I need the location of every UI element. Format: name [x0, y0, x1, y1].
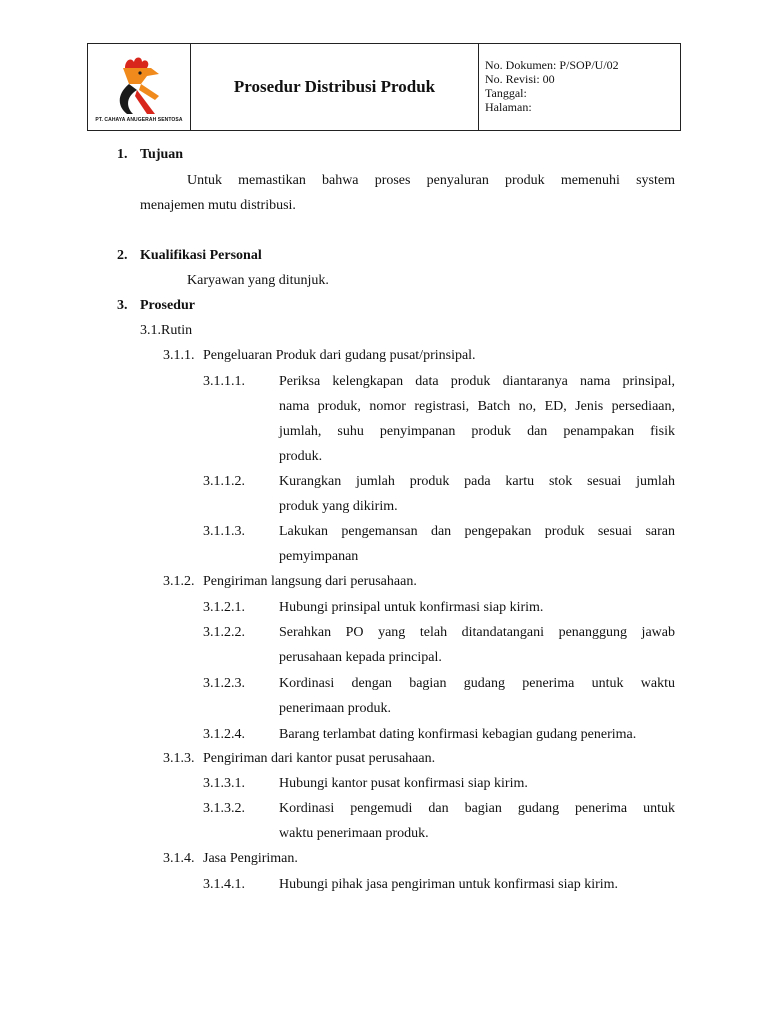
item-3-1-2-title: Pengiriman langsung dari perusahaan.: [203, 574, 417, 589]
step-number: 3.1.3.2.: [203, 801, 245, 816]
section-3-title: Prosedur: [140, 298, 195, 313]
step-text: Kordinasi pengemudi dan bagian gudang penerima untuk: [279, 801, 675, 816]
step-number: 3.1.2.2.: [203, 625, 245, 640]
section-2-title: Kualifikasi Personal: [140, 248, 262, 263]
section-3-number: 3.: [117, 298, 128, 313]
step-text: nama produk, nomor registrasi, Batch no, ED, Jenis persediaan,: [279, 399, 675, 414]
step-text: perusahaan kepada principal.: [279, 650, 442, 665]
step-number: 3.1.3.1.: [203, 776, 245, 791]
item-3-1-1-number: 3.1.1.: [163, 348, 195, 363]
section-1-text-line-2: menajemen mutu distribusi.: [140, 198, 296, 213]
document-number: No. Dokumen: P/SOP/U/02: [485, 58, 619, 72]
item-3-1-4-number: 3.1.4.: [163, 851, 195, 866]
item-3-1-3-number: 3.1.3.: [163, 751, 195, 766]
step-text: Barang terlambat dating konfirmasi kebagian gudang penerima.: [279, 727, 637, 742]
document-header: [87, 43, 681, 131]
company-logo: [107, 54, 171, 116]
step-text: Hubungi prinsipal untuk konfirmasi siap kirim.: [279, 600, 544, 615]
step-number: 3.1.1.1.: [203, 374, 245, 389]
document-meta: [479, 44, 680, 130]
company-name: PT. CAHAYA ANUGERAH SENTOSA: [95, 117, 183, 123]
step-text: Hubungi kantor pusat konfirmasi siap kirim.: [279, 776, 528, 791]
step-number: 3.1.2.1.: [203, 600, 245, 615]
step-text: jumlah, suhu penyimpanan produk dan penampakan fisik: [279, 424, 675, 439]
section-2-text: Karyawan yang ditunjuk.: [187, 273, 329, 288]
document-title: Prosedur Distribusi Produk: [191, 44, 479, 130]
step-text: Hubungi pihak jasa pengiriman untuk konfirmasi siap kirim.: [279, 877, 619, 892]
step-text: Kurangkan jumlah produk pada kartu stok sesuai jumlah: [279, 474, 675, 489]
section-2-number: 2.: [117, 248, 128, 263]
revision-number: No. Revisi: 00: [485, 72, 555, 86]
logo-cell: [88, 44, 191, 130]
item-3-1-1-title: Pengeluaran Produk dari gudang pusat/prinsipal.: [203, 348, 476, 363]
item-3-1-3-title: Pengiriman dari kantor pusat perusahaan.: [203, 751, 436, 766]
item-3-1-4-title: Jasa Pengiriman.: [203, 851, 298, 866]
section-1-number: 1.: [117, 147, 128, 162]
date-field: Tanggal:: [485, 86, 527, 100]
step-number: 3.1.1.2.: [203, 474, 245, 489]
step-text: Periksa kelengkapan data produk diantaranya nama prinsipal,: [279, 374, 675, 389]
subsection-rutin: 3.1.Rutin: [140, 323, 193, 338]
step-text: penerimaan produk.: [279, 701, 391, 716]
step-text: produk yang dikirim.: [279, 499, 398, 514]
step-number: 3.1.2.3.: [203, 676, 245, 691]
step-text: pemyimpanan: [279, 549, 359, 564]
step-text: Kordinasi dengan bagian gudang penerima untuk waktu: [279, 676, 675, 691]
page-field: Halaman:: [485, 100, 532, 114]
step-text: waktu penerimaan produk.: [279, 826, 429, 841]
step-number: 3.1.1.3.: [203, 524, 245, 539]
step-text: produk.: [279, 449, 323, 464]
step-number: 3.1.2.4.: [203, 727, 245, 742]
section-1-text-line-1: Untuk memastikan bahwa proses penyaluran produk memenuhi system: [187, 173, 675, 188]
section-1-title: Tujuan: [140, 147, 184, 162]
step-text: Serahkan PO yang telah ditandatangani penanggung jawab: [279, 625, 675, 640]
item-3-1-2-number: 3.1.2.: [163, 574, 195, 589]
step-text: Lakukan pengemansan dan pengepakan produk sesuai saran: [279, 524, 675, 539]
step-number: 3.1.4.1.: [203, 877, 245, 892]
